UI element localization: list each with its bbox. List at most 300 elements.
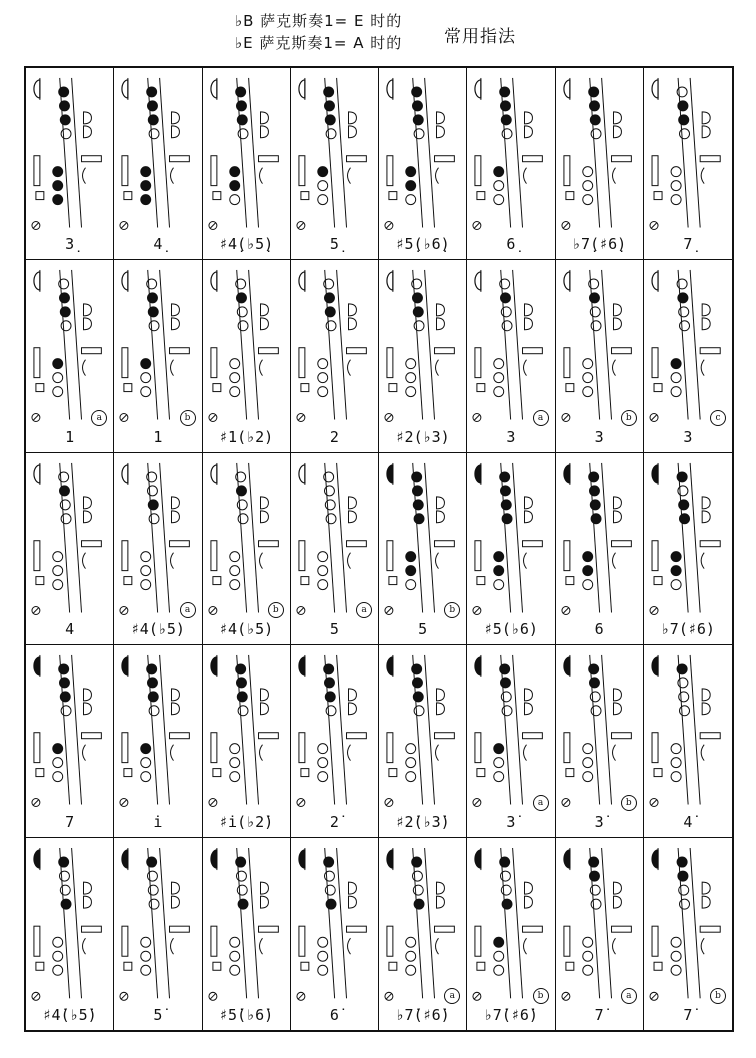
palm-key-icon — [613, 304, 621, 316]
octave-key-icon — [34, 80, 40, 98]
palm-key-icon — [613, 882, 621, 894]
tone-hole-7-open — [582, 579, 592, 589]
variant-marker: b — [444, 602, 460, 618]
palm-key-icon — [348, 882, 356, 894]
tone-hole-1-closed — [412, 472, 422, 482]
octave-key-icon — [652, 657, 658, 675]
tone-hole-1-closed — [500, 664, 510, 674]
tone-hole-7-open — [141, 772, 151, 782]
note-label: ♯2̇(♭3̇) — [395, 812, 450, 831]
octave-key-icon — [34, 272, 40, 290]
side-key-icon — [435, 733, 455, 739]
pinky-table-icon — [475, 733, 481, 763]
tone-hole-6-open — [53, 758, 63, 768]
fingering-cell — [467, 68, 555, 260]
octave-key-icon — [122, 850, 128, 868]
tone-hole-7-open — [582, 772, 592, 782]
tone-hole-5-closed — [141, 167, 151, 177]
tone-hole-4-open — [61, 514, 71, 524]
tone-hole-7-open — [229, 195, 239, 205]
fingering-diagram — [291, 838, 378, 1030]
tone-hole-2-closed — [413, 293, 423, 303]
tone-hole-5-closed — [406, 167, 416, 177]
tone-hole-2-closed — [589, 871, 599, 881]
octave-key-icon — [387, 80, 393, 98]
tone-hole-2-closed — [413, 486, 423, 496]
octave-key-icon — [122, 80, 128, 98]
tone-hole-7-closed — [53, 195, 63, 205]
tone-hole-6-closed — [582, 565, 592, 575]
tone-hole-1-closed — [412, 857, 422, 867]
tone-hole-2-closed — [501, 486, 511, 496]
tone-hole-5-open — [318, 551, 328, 561]
pinky-table-icon — [299, 541, 305, 571]
tone-hole-2-closed — [148, 293, 158, 303]
fingering-diagram — [203, 260, 290, 451]
note-label: ♯1(♭2) — [219, 427, 274, 446]
tone-hole-6-open — [494, 373, 504, 383]
tone-hole-6-closed — [53, 181, 63, 191]
tone-hole-5-open — [582, 359, 592, 369]
tone-hole-2-closed — [60, 678, 70, 688]
fingering-cell — [26, 260, 114, 452]
tone-hole-1-closed — [59, 664, 69, 674]
fingering-diagram — [203, 838, 290, 1030]
tone-hole-7-open — [494, 772, 504, 782]
note-label: 3 — [683, 427, 693, 446]
note-label: ♭7̇(♯6̇) — [395, 1005, 450, 1024]
fingering-diagram — [379, 260, 466, 451]
tone-hole-3-open — [678, 885, 688, 895]
title-common-fingerings: 常用指法 — [444, 27, 516, 47]
fingering-cell — [644, 453, 732, 645]
octave-key-icon — [563, 850, 569, 868]
tone-hole-3-open — [237, 500, 247, 510]
tone-hole-5-open — [229, 937, 239, 947]
octave-key-icon — [210, 465, 216, 483]
note-label: 5̇ — [153, 1005, 163, 1024]
tone-hole-4-closed — [61, 899, 71, 909]
tone-hole-2-closed — [148, 101, 158, 111]
side-key-icon — [700, 156, 720, 162]
tone-hole-7-open — [229, 965, 239, 975]
tone-hole-3-open — [149, 885, 159, 895]
side-key-icon — [700, 541, 720, 547]
tone-hole-6-open — [671, 181, 681, 191]
tone-hole-3-closed — [149, 115, 159, 125]
tone-hole-6-open — [582, 951, 592, 961]
tone-hole-2-closed — [236, 101, 246, 111]
pinky-table-icon — [34, 156, 40, 186]
side-key-icon — [700, 733, 720, 739]
tone-hole-7-open — [406, 772, 416, 782]
palm-key-icon — [525, 497, 533, 509]
fingering-cell — [556, 645, 644, 837]
note-label: ♯i̇(♭2̇) — [219, 812, 274, 831]
tone-hole-5-open — [406, 359, 416, 369]
tone-hole-4-open — [238, 129, 248, 139]
note-label: ♯2(♭3) — [395, 427, 450, 446]
side-key-icon — [346, 348, 366, 354]
tone-hole-6-open — [318, 373, 328, 383]
tone-hole-1-closed — [500, 87, 510, 97]
tone-hole-5-closed — [494, 744, 504, 754]
palm-key-icon — [702, 112, 710, 124]
octave-key-icon — [210, 850, 216, 868]
octave-key-icon — [210, 272, 216, 290]
tone-hole-4-closed — [502, 899, 512, 909]
note-label: ♯4(♭5) — [130, 620, 185, 639]
tone-hole-7-open — [318, 195, 328, 205]
fingering-chart-grid — [24, 66, 734, 1032]
pinky-table-icon — [34, 926, 40, 956]
note-label: 5 — [329, 620, 339, 639]
note-label: 1 — [153, 427, 163, 446]
tone-hole-3-open — [678, 692, 688, 702]
tone-hole-1-closed — [147, 664, 157, 674]
tone-hole-1-closed — [323, 857, 333, 867]
tone-hole-1-closed — [59, 87, 69, 97]
tone-hole-6-open — [53, 565, 63, 575]
palm-key-icon — [84, 882, 92, 894]
tone-hole-7-open — [671, 387, 681, 397]
note-label: 1 — [65, 427, 75, 446]
palm-key-icon — [702, 304, 710, 316]
tone-hole-5-open — [53, 551, 63, 561]
pinky-table-icon — [475, 348, 481, 378]
pinky-table-icon — [122, 541, 128, 571]
variant-marker: b — [268, 602, 284, 618]
tone-hole-4-open — [238, 514, 248, 524]
title-line-2: ♭E 萨克斯奏1= A 时的 — [235, 34, 403, 52]
octave-key-icon — [299, 657, 305, 675]
tone-hole-3-open — [502, 885, 512, 895]
pinky-table-icon — [652, 348, 658, 378]
tone-hole-4-open — [679, 129, 689, 139]
palm-key-icon — [437, 304, 445, 316]
fingering-diagram — [467, 68, 554, 259]
palm-key-icon — [260, 112, 268, 124]
tone-hole-4-open — [414, 706, 424, 716]
tone-hole-4-open — [591, 706, 601, 716]
tone-hole-1-closed — [677, 857, 687, 867]
palm-key-icon — [613, 497, 621, 509]
variant-marker: a — [444, 988, 460, 1004]
side-key-icon — [523, 733, 543, 739]
tone-hole-4-closed — [679, 514, 689, 524]
fingering-cell — [114, 645, 202, 837]
tone-hole-2-open — [148, 871, 158, 881]
octave-key-icon — [475, 657, 481, 675]
fingering-cell — [556, 453, 644, 645]
tone-hole-3-open — [678, 307, 688, 317]
palm-key-icon — [348, 497, 356, 509]
tone-hole-5-closed — [494, 167, 504, 177]
fingering-diagram — [114, 838, 201, 1030]
side-key-icon — [611, 541, 631, 547]
tone-hole-3-closed — [413, 115, 423, 125]
fingering-diagram — [26, 838, 113, 1030]
tone-hole-2-open — [678, 678, 688, 688]
tone-hole-5-closed — [53, 167, 63, 177]
tone-hole-1-closed — [412, 87, 422, 97]
pinky-table-icon — [34, 348, 40, 378]
tone-hole-2-closed — [324, 101, 334, 111]
tone-hole-5-open — [671, 937, 681, 947]
tone-hole-5-open — [229, 551, 239, 561]
side-key-icon — [523, 348, 543, 354]
note-label: ♭7̇(♯6̇) — [483, 1005, 538, 1024]
side-key-icon — [258, 156, 278, 162]
octave-key-icon — [34, 657, 40, 675]
side-key-icon — [170, 926, 190, 932]
tone-hole-3-open — [590, 692, 600, 702]
side-key-icon — [700, 348, 720, 354]
note-label: 2 — [329, 427, 339, 446]
palm-key-icon — [437, 497, 445, 509]
tone-hole-2-closed — [236, 678, 246, 688]
tone-hole-1-closed — [588, 857, 598, 867]
tone-hole-4-open — [61, 129, 71, 139]
pinky-table-icon — [563, 156, 569, 186]
octave-key-icon — [563, 80, 569, 98]
tone-hole-1-closed — [323, 664, 333, 674]
tone-hole-3-closed — [590, 500, 600, 510]
palm-key-icon — [525, 882, 533, 894]
tone-hole-4-closed — [414, 899, 424, 909]
fingering-diagram — [556, 68, 643, 259]
tone-hole-2-open — [236, 871, 246, 881]
note-label: 4̣ — [153, 235, 163, 254]
fingering-diagram — [291, 68, 378, 259]
side-key-icon — [170, 733, 190, 739]
tone-hole-4-open — [149, 514, 159, 524]
palm-key-icon — [437, 112, 445, 124]
fingering-cell — [114, 453, 202, 645]
fingering-diagram — [114, 68, 201, 259]
tone-hole-2-closed — [413, 101, 423, 111]
side-key-icon — [82, 156, 102, 162]
palm-key-icon — [84, 112, 92, 124]
tone-hole-6-open — [53, 373, 63, 383]
fingering-diagram — [114, 645, 201, 836]
tone-hole-6-closed — [406, 181, 416, 191]
variant-marker: a — [91, 410, 107, 426]
pinky-table-icon — [563, 541, 569, 571]
pinky-table-icon — [652, 541, 658, 571]
tone-hole-6-open — [406, 373, 416, 383]
note-label: ♯4(♭5) — [219, 620, 274, 639]
side-key-icon — [523, 926, 543, 932]
pinky-table-icon — [387, 541, 393, 571]
tone-hole-5-closed — [494, 551, 504, 561]
note-label: 5̣ — [329, 235, 339, 254]
side-key-icon — [523, 156, 543, 162]
palm-key-icon — [172, 497, 180, 509]
tone-hole-5-open — [318, 937, 328, 947]
tone-hole-2-closed — [324, 678, 334, 688]
fingering-diagram — [379, 645, 466, 836]
variant-marker: b — [710, 988, 726, 1004]
tone-hole-6-closed — [141, 181, 151, 191]
note-label: 7 — [65, 812, 75, 831]
tone-hole-3-open — [237, 885, 247, 895]
octave-key-icon — [387, 272, 393, 290]
tone-hole-3-open — [325, 500, 335, 510]
tone-hole-6-open — [141, 565, 151, 575]
note-label: 3 — [506, 427, 516, 446]
tone-hole-3-closed — [678, 115, 688, 125]
octave-key-icon — [122, 657, 128, 675]
tone-hole-5-open — [318, 359, 328, 369]
palm-key-icon — [260, 304, 268, 316]
tone-hole-6-open — [494, 181, 504, 191]
palm-key-icon — [84, 497, 92, 509]
fingering-cell — [291, 260, 379, 452]
tone-hole-2-open — [413, 871, 423, 881]
tone-hole-4-open — [149, 129, 159, 139]
palm-key-icon — [84, 689, 92, 701]
fingering-cell — [26, 453, 114, 645]
tone-hole-4-open — [679, 321, 689, 331]
palm-key-icon — [172, 304, 180, 316]
tone-hole-6-open — [318, 951, 328, 961]
tone-hole-6-open — [318, 758, 328, 768]
palm-key-icon — [260, 882, 268, 894]
tone-hole-1-closed — [588, 87, 598, 97]
tone-hole-1-closed — [500, 472, 510, 482]
note-label: ♯5̣(♭6̣) — [395, 235, 450, 254]
tone-hole-3-closed — [502, 500, 512, 510]
tone-hole-1-closed — [235, 664, 245, 674]
tone-hole-3-open — [502, 692, 512, 702]
tone-hole-6-open — [53, 951, 63, 961]
fingering-cell — [203, 68, 291, 260]
pinky-table-icon — [122, 348, 128, 378]
pinky-table-icon — [299, 156, 305, 186]
fingering-cell — [291, 453, 379, 645]
tone-hole-3-open — [502, 307, 512, 317]
tone-hole-4-open — [61, 321, 71, 331]
fingering-cell — [203, 838, 291, 1030]
palm-key-icon — [525, 112, 533, 124]
tone-hole-1-closed — [147, 87, 157, 97]
tone-hole-2-open — [501, 871, 511, 881]
tone-hole-5-open — [671, 167, 681, 177]
fingering-cell — [467, 645, 555, 837]
octave-key-icon — [34, 465, 40, 483]
tone-hole-4-open — [679, 706, 689, 716]
tone-hole-4-open — [414, 129, 424, 139]
tone-hole-3-open — [325, 885, 335, 895]
fingering-cell — [379, 68, 467, 260]
octave-key-icon — [122, 465, 128, 483]
fingering-cell — [467, 453, 555, 645]
fingering-cell — [467, 260, 555, 452]
side-key-icon — [82, 348, 102, 354]
tone-hole-5-closed — [141, 744, 151, 754]
tone-hole-3-closed — [149, 307, 159, 317]
tone-hole-7-open — [494, 195, 504, 205]
palm-key-icon — [348, 112, 356, 124]
note-label: 3̣ — [65, 235, 75, 254]
fingering-cell — [203, 260, 291, 452]
palm-key-icon — [613, 689, 621, 701]
tone-hole-6-open — [582, 373, 592, 383]
octave-key-icon — [387, 850, 393, 868]
octave-key-icon — [563, 465, 569, 483]
tone-hole-3-closed — [413, 692, 423, 702]
tone-hole-6-open — [582, 181, 592, 191]
octave-key-icon — [475, 850, 481, 868]
side-key-icon — [611, 348, 631, 354]
side-key-icon — [700, 926, 720, 932]
tone-hole-4-open — [149, 899, 159, 909]
tone-hole-6-open — [141, 758, 151, 768]
tone-hole-1-closed — [147, 857, 157, 867]
tone-hole-6-open — [141, 373, 151, 383]
tone-hole-1-closed — [677, 664, 687, 674]
variant-marker: a — [180, 602, 196, 618]
tone-hole-2-closed — [148, 678, 158, 688]
pinky-table-icon — [652, 733, 658, 763]
tone-hole-3-open — [590, 885, 600, 895]
fingering-cell — [556, 838, 644, 1030]
tone-hole-7-open — [229, 772, 239, 782]
tone-hole-4-closed — [238, 899, 248, 909]
tone-hole-4-open — [326, 706, 336, 716]
tone-hole-4-open — [414, 321, 424, 331]
tone-hole-2-closed — [60, 486, 70, 496]
tone-hole-7-open — [229, 387, 239, 397]
pinky-table-icon — [122, 926, 128, 956]
tone-hole-5-closed — [582, 551, 592, 561]
tone-hole-5-open — [582, 937, 592, 947]
tone-hole-5-open — [229, 359, 239, 369]
tone-hole-7-open — [318, 772, 328, 782]
octave-key-icon — [387, 465, 393, 483]
fingering-cell — [291, 68, 379, 260]
note-label: 2̇ — [329, 812, 339, 831]
tone-hole-5-open — [53, 937, 63, 947]
side-key-icon — [170, 156, 190, 162]
fingering-cell — [114, 68, 202, 260]
side-key-icon — [170, 541, 190, 547]
side-key-icon — [611, 926, 631, 932]
side-key-icon — [346, 541, 366, 547]
tone-hole-2-closed — [589, 101, 599, 111]
tone-hole-5-closed — [406, 551, 416, 561]
variant-marker: c — [710, 410, 726, 426]
palm-key-icon — [84, 304, 92, 316]
pinky-table-icon — [210, 733, 216, 763]
fingering-cell — [379, 838, 467, 1030]
tone-hole-7-open — [141, 579, 151, 589]
tone-hole-2-closed — [678, 293, 688, 303]
tone-hole-2-closed — [589, 293, 599, 303]
tone-hole-4-open — [149, 706, 159, 716]
note-label: 3 — [594, 427, 604, 446]
fingering-diagram — [644, 645, 732, 836]
fingering-cell — [26, 838, 114, 1030]
octave-key-icon — [475, 80, 481, 98]
octave-key-icon — [299, 80, 305, 98]
fingering-cell — [379, 453, 467, 645]
octave-key-icon — [210, 80, 216, 98]
tone-hole-5-closed — [671, 551, 681, 561]
tone-hole-5-open — [318, 744, 328, 754]
tone-hole-4-open — [238, 321, 248, 331]
